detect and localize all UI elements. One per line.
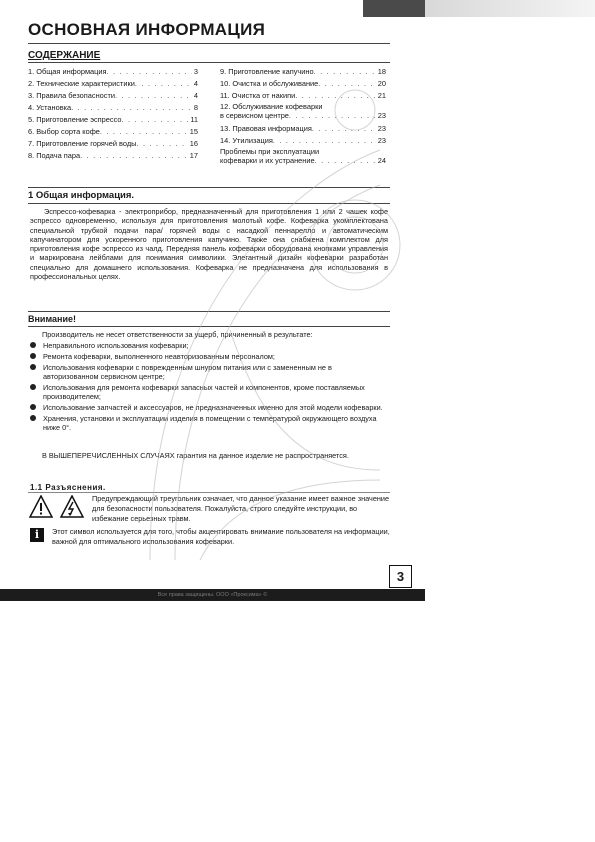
toc-item[interactable]: 10. Очистка и обслуживание . . . 20 xyxy=(220,78,386,90)
toc-item[interactable]: 14. Утилизация . . . 23 xyxy=(220,135,386,147)
exclamation-triangle-icon xyxy=(30,496,52,517)
list-item: Неправильного использования кофеварки; xyxy=(30,341,388,350)
attention-heading: Внимание! xyxy=(28,314,76,324)
toc-item[interactable]: 7. Приготовление горячей воды . . . 16 xyxy=(28,138,198,150)
list-item: Хранения, установки и эксплуатации изделия в помещении с температурой окружающего воздуха ниже 0°. xyxy=(30,414,388,432)
attention-intro: Производитель не несет ответственности за ущерб, причиненный в результате: xyxy=(42,330,313,339)
toc-item[interactable]: Проблемы при эксплуатации кофеварки и их устранение . . . 24 xyxy=(220,147,386,165)
section-divider xyxy=(28,203,390,204)
bullet-icon xyxy=(30,404,36,410)
toc-item[interactable]: 8. Подача пара . . . 17 xyxy=(28,150,198,162)
attention-divider xyxy=(28,311,390,312)
warning-explanation: Предупреждающий треугольник означает, что данное указание имеет важное значение для безопасности пользователя. Пожалуйста, строго следуйте инструкции, во избежание серьезных травм. xyxy=(92,494,390,523)
toc-item[interactable]: 5. Приготовление эспрессо . . . 11 xyxy=(28,114,198,126)
top-decor-dark-bar xyxy=(363,0,425,17)
list-item: Использование запчастей и аксессуаров, не предназначенных именно для этой модели кофеварки. xyxy=(30,403,388,412)
explanations-heading: 1.1 Разъяснения. xyxy=(30,483,106,492)
warning-icons xyxy=(29,495,85,519)
warranty-note: В ВЫШЕПЕРЕЧИСЛЕННЫХ СЛУЧАЯХ гарантия на данное изделие не распространяется. xyxy=(42,451,349,460)
info-explanation: Этот символ используется для того, чтобы акцентировать внимание пользователя на информации, важной для оптимального использования кофеварки. xyxy=(52,527,390,546)
toc-right-column xyxy=(220,66,386,168)
explanations-divider xyxy=(28,492,390,493)
footer-copyright: Все права защищены. ООО «Проксима» © xyxy=(157,592,268,598)
list-item: Ремонта кофеварки, выполненного неавторизованным персоналом; xyxy=(30,352,388,361)
list-item: Использования для ремонта кофеварки запасных частей и компонентов, кроме поставляемых производителем; xyxy=(30,383,388,401)
page-title: ОСНОВНАЯ ИНФОРМАЦИЯ xyxy=(28,20,266,39)
toc-item[interactable]: 12. Обслуживание кофеварки в сервисном центре . . . 23 xyxy=(220,102,386,120)
bullet-icon xyxy=(30,364,36,370)
toc-heading: СОДЕРЖАНИЕ xyxy=(28,50,101,61)
toc-item[interactable]: 1. Общая информация . . . 3 xyxy=(28,66,198,78)
bullet-icon xyxy=(30,342,36,348)
list-item: Использования кофеварки с поврежденным шнуром питания или с замененным не в авторизованном сервисном центре; xyxy=(30,363,388,381)
toc-item[interactable]: 13. Правовая информация . . . 23 xyxy=(220,123,386,135)
bullet-icon xyxy=(30,415,36,421)
electric-hazard-triangle-icon xyxy=(61,496,83,517)
general-info-paragraph: Эспрессо-кофеварка - электроприбор, предназначенный для приготовления 1 или 2 чашек кофе эспрессо одновременно, используя для приготовления молотый кофе. Кофеварка укомплектована специальной трубкой подачи пара/ горячей воды с насадкой пеннареллo и автоматическим капучинатором для ускоренного приготовления капучино. Также она снабжена комплектом для приготовления кофе эспрессо из чалд. Передняя панель кофеварки оборудована кнопками управления и маркирована лейблами для понимания символики. Элегантный дизайн кофеварки разработан специально для домашнего использования. Кофеварка не предназначена для использования в профессиональных целях. xyxy=(30,207,388,282)
title-divider xyxy=(28,43,390,44)
section-divider xyxy=(28,187,390,188)
toc-divider xyxy=(28,62,390,63)
bullet-icon xyxy=(30,384,36,390)
liability-list xyxy=(30,341,388,434)
toc-item[interactable]: 9. Приготовление капучино . . . 18 xyxy=(220,66,386,78)
section-heading: 1 Общая информация. xyxy=(28,190,135,201)
toc-left-column xyxy=(28,66,198,162)
page-number: 3 xyxy=(389,565,412,588)
toc-item[interactable]: 4. Установка . . . 8 xyxy=(28,102,198,114)
attention-divider xyxy=(28,326,390,327)
info-square-icon: i xyxy=(30,528,44,542)
toc-item[interactable]: 2. Технические характеристики . . . 4 xyxy=(28,78,198,90)
bullet-icon xyxy=(30,353,36,359)
toc-item[interactable]: 11. Очистка от накипи . . . 21 xyxy=(220,90,386,102)
top-decor-gradient-bar xyxy=(425,0,595,17)
toc-item[interactable]: 6. Выбор сорта кофе . . . 15 xyxy=(28,126,198,138)
toc-item[interactable]: 3. Правила безопасности . . . 4 xyxy=(28,90,198,102)
